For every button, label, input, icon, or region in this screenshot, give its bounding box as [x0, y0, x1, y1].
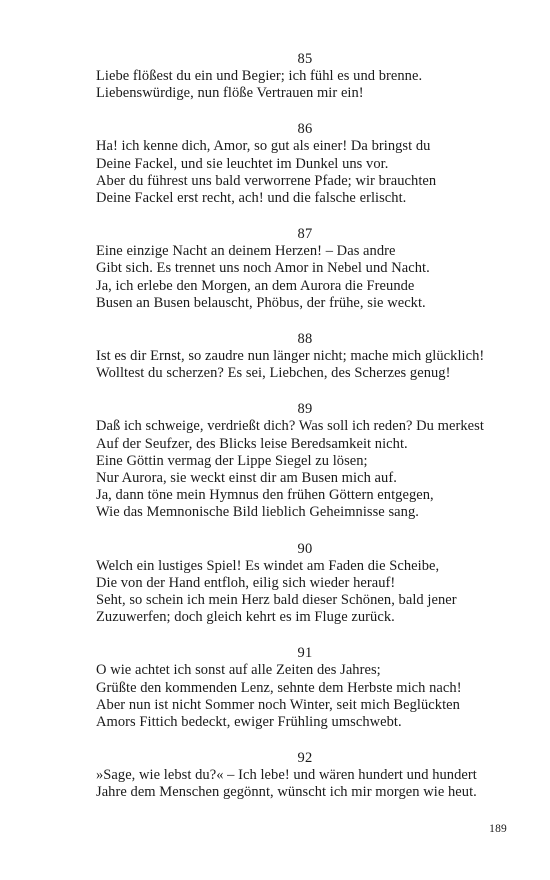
epigram-88: [96, 331, 516, 382]
epigram-number: 87: [297, 226, 313, 243]
epigram-86: [96, 121, 516, 207]
epigram-number: 86: [297, 121, 313, 138]
epigram-number: 89: [297, 401, 313, 418]
verse-line: Wolltest du scherzen? Es sei, Liebchen, des Scherzes genug!: [96, 365, 451, 382]
verse-line: Eine einzige Nacht an deinem Herzen! – Das andre: [96, 243, 396, 260]
verse-line: Liebenswürdige, nun flöße Vertrauen mir ein!: [96, 85, 364, 102]
verse-line: Ja, ich erlebe den Morgen, an dem Aurora die Freunde: [96, 277, 415, 294]
verse-line: Liebe flößest du ein und Begier; ich fühl es und brenne.: [96, 68, 423, 84]
verse-line: Wie das Memnonische Bild lieblich Geheimnisse sang.: [96, 504, 419, 521]
epigram-number: 88: [297, 331, 313, 348]
verse-line: Aber du führest uns bald verworrene Pfade; wir brauchten: [96, 172, 437, 189]
epigram-90: [96, 541, 516, 627]
epigram-number: 91: [297, 645, 313, 662]
verse-line: Daß ich schweige, verdrießt dich? Was soll ich reden? Du merkest: [96, 418, 484, 435]
verse-line: O wie achtet ich sonst auf alle Zeiten des Jahres;: [96, 662, 381, 679]
epigram-number: 85: [297, 51, 313, 67]
verse-line: Ha! ich kenne dich, Amor, so gut als einer! Da bringst du: [96, 138, 431, 155]
verse-line: Grüßte den kommenden Lenz, sehnte dem Herbste mich nach!: [96, 679, 462, 696]
epigram-87: [96, 226, 516, 312]
epigram-number: 92: [297, 750, 313, 767]
verse-line: Ist es dir Ernst, so zaudre nun länger nicht; mache mich glücklich!: [96, 348, 485, 365]
verse-line: Busen an Busen belauscht, Phöbus, der frühe, sie weckt.: [96, 294, 426, 311]
verse-line: Deine Fackel erst recht, ach! und die falsche erlischt.: [96, 190, 407, 207]
verse-line: Eine Göttin vermag der Lippe Siegel zu lösen;: [96, 452, 368, 469]
epigram-number: 90: [297, 540, 313, 557]
epigram-85: [96, 51, 516, 102]
verse-line: Deine Fackel, und sie leuchtet im Dunkel uns vor.: [96, 155, 389, 172]
epigram-89: [96, 401, 516, 521]
verse-line: Die von der Hand entfloh, eilig sich wieder herauf!: [96, 574, 396, 591]
verse-line: Seht, so schein ich mein Herz bald dieser Schönen, bald jener: [96, 592, 457, 609]
page-number: 189: [489, 823, 507, 835]
verse-line: Aber nun ist nicht Sommer noch Winter, seit mich Beglückten: [96, 696, 460, 713]
verse-line: Nur Aurora, sie weckt einst dir am Busen mich auf.: [96, 470, 397, 487]
verse-line: Zuzuwerfen; doch gleich kehrt es im Fluge zurück.: [96, 609, 395, 626]
epigram-91: [96, 645, 516, 731]
epigram-list: [96, 51, 516, 821]
epigram-92: [96, 750, 516, 801]
verse-line: Gibt sich. Es trennet uns noch Amor in Nebel und Nacht.: [96, 260, 430, 277]
verse-line: »Sage, wie lebst du?« – Ich lebe! und wären hundert und hundert: [96, 767, 477, 784]
verse-line: Ja, dann töne mein Hymnus den frühen Göttern entgegen,: [96, 487, 434, 504]
verse-line: Amors Fittich bedeckt, ewiger Frühling umschwebt.: [96, 714, 402, 731]
verse-line: Auf der Seufzer, des Blicks leise Beredsamkeit nicht.: [96, 435, 408, 452]
verse-line: Welch ein lustiges Spiel! Es windet am Faden die Scheibe,: [96, 557, 440, 574]
verse-line: Jahre dem Menschen gegönnt, wünscht ich mir morgen wie heut.: [96, 784, 477, 801]
